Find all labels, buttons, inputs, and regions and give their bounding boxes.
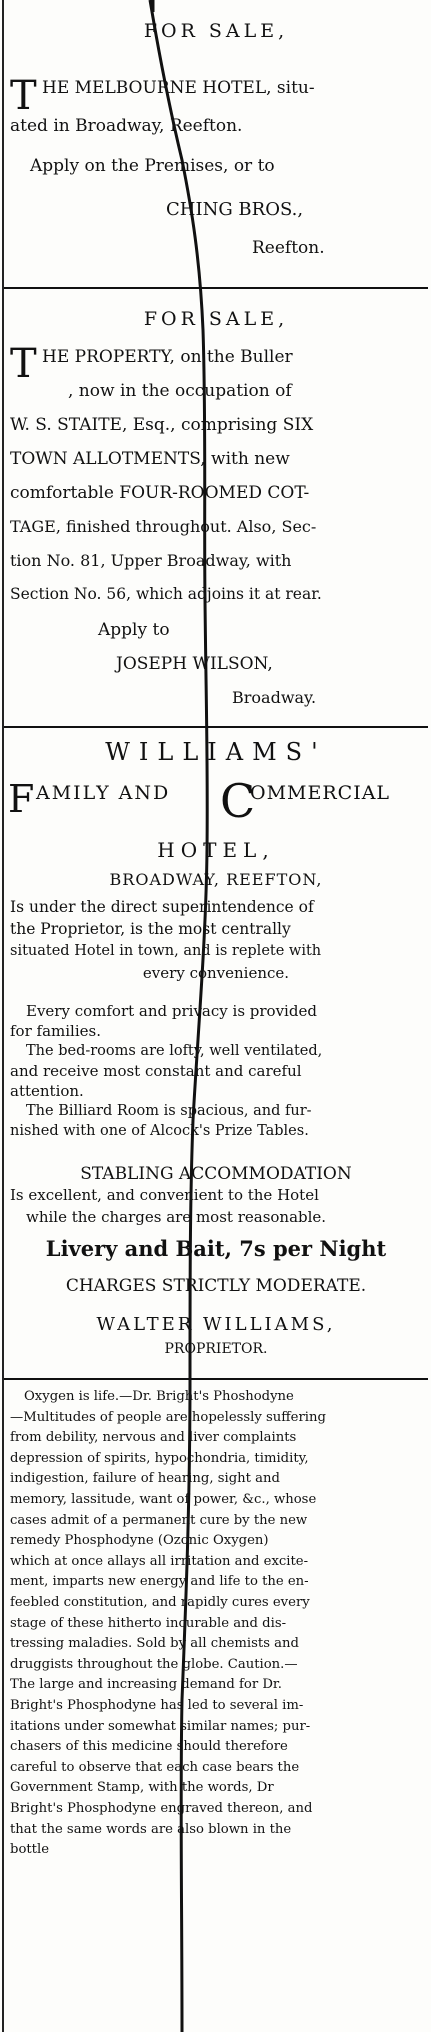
ad-melbourne-hotel — [8, 0, 424, 290]
ad2-line7: tion No. 81, Upper Broadway, with — [10, 551, 292, 570]
ad4-line: from debility, nervous and liver complaints — [10, 1430, 297, 1446]
ad3-title: WILLIAMS' — [105, 738, 327, 766]
ad1-place: Reefton. — [252, 238, 325, 258]
ad4-line: druggists throughout the globe. Caution.— — [10, 1656, 298, 1672]
ad3-hotel: HOTEL, — [157, 838, 275, 862]
ad4-line: careful to observe that each case bears the — [10, 1759, 300, 1775]
ad1-heading: FOR SALE, — [143, 20, 289, 42]
ad2-line4: TOWN ALLOTMENTS, with new — [10, 449, 290, 469]
column-rule — [2, 0, 4, 2032]
ad4-line: ment, imparts new energy and life to the en- — [10, 1574, 309, 1590]
ad4-line: —Multitudes of people are hopelessly suffering — [10, 1409, 326, 1425]
ad1-line3: Apply on the Premises, or to — [30, 156, 275, 176]
ad3-owner-title: PROPRIETOR. — [164, 1341, 268, 1357]
ad4-line: memory, lassitude, want of power, &c., whose — [10, 1492, 317, 1507]
ad3-drop-c: C — [220, 774, 256, 828]
ad4-line: bottle — [10, 1842, 50, 1858]
ad3-stabling-l1: Is excellent, and convenient to the Hotel — [10, 1186, 319, 1204]
ad4-line: indigestion, failure of hearing, sight and — [10, 1471, 280, 1487]
divider — [4, 287, 428, 289]
ad4-line: Government Stamp, with the words, Dr — [10, 1780, 274, 1796]
ad1-line1: HE MELBOURNE HOTEL, situ- — [42, 78, 315, 98]
ad2-line6: TAGE, finished throughout. Also, Sec- — [10, 517, 317, 536]
ad4-line: itations under somewhat similar names; pur- — [10, 1718, 311, 1734]
ad3-stabling-title: STABLING ACCOMMODATION — [80, 1164, 352, 1184]
ad3-p4-l2: nished with one of Alcock's Prize Tables. — [10, 1123, 309, 1139]
divider — [4, 726, 428, 728]
ad2-line2: , now in the occupation of — [68, 381, 292, 401]
divider — [4, 1378, 428, 1380]
ad3-address: BROADWAY, REEFTON, — [109, 870, 323, 889]
ad4-line: depression of spirits, hypochondria, timidity, — [10, 1450, 309, 1466]
ad4-line: that the same words are also blown in the — [10, 1821, 292, 1837]
ad3-p2-l1: Every comfort and privacy is provided — [26, 1002, 317, 1020]
ad4-line: The large and increasing demand for Dr. — [10, 1677, 282, 1693]
ad3-p3-l1: The bed-rooms are lofty, well ventilated, — [26, 1043, 323, 1059]
ad1-drop-letter: T — [10, 73, 37, 119]
ad2-line1: HE PROPERTY, on the Buller — [42, 347, 293, 367]
ad3-family-and: AMILY AND — [36, 782, 171, 804]
ad2-line5: comfortable FOUR-ROOMED COT- — [10, 483, 310, 503]
ad3-p1-l1: Is under the direct superintendence of — [10, 898, 314, 916]
ad3-p3-l2: and receive most constant and careful — [10, 1062, 302, 1080]
ad4-line: chasers of this medicine should therefore — [10, 1739, 288, 1755]
ad1-name: CHING BROS., — [166, 199, 304, 220]
ad4-line: remedy Phosphodyne (Ozonic Oxygen) — [10, 1533, 269, 1549]
ad3-p1-l2: the Proprietor, is the most centrally — [10, 920, 291, 938]
ad2-name: JOSEPH WILSON, — [116, 654, 273, 674]
ad4-line: Bright's Phosphodyne engraved thereon, and — [10, 1801, 313, 1816]
ad3-owner: WALTER WILLIAMS, — [96, 1314, 336, 1335]
ad3-stabling-l2: while the charges are most reasonable. — [26, 1208, 327, 1226]
ad3-charges: CHARGES STRICTLY MODERATE. — [65, 1276, 367, 1296]
ad1-line2: ated in Broadway, Reefton. — [10, 116, 243, 136]
ad4-line: tressing maladies. Sold by all chemists and — [10, 1636, 299, 1652]
ad3-p2-l2: for families. — [10, 1022, 101, 1040]
ad-phosphodyne — [8, 1384, 424, 2024]
ad4-line: Oxygen is life.—Dr. Bright's Phoshodyne — [24, 1389, 294, 1404]
ad4-line: cases admit of a permanent cure by the new — [10, 1512, 308, 1528]
ad3-p1-l4: every convenience. — [142, 964, 290, 982]
ad3-p3-l3: attention. — [10, 1082, 84, 1100]
ad2-heading: FOR SALE, — [143, 308, 289, 330]
ad4-line: Bright's Phosphodyne has led to several im- — [10, 1698, 304, 1713]
ad4-line: stage of these hitherto incurable and dis- — [10, 1615, 287, 1631]
ad3-drop-f: F — [8, 777, 35, 821]
ad2-apply: Apply to — [98, 620, 170, 640]
ad2-drop-letter: T — [10, 341, 37, 387]
ad2-line8: Section No. 56, which adjoins it at rear. — [10, 585, 322, 603]
ad-property-for-sale — [8, 292, 424, 767]
ad2-line3: W. S. STAITE, Esq., comprising SIX — [10, 415, 314, 435]
ad2-place: Broadway. — [232, 688, 317, 707]
ad3-p1-l3: situated Hotel in town, and is replete with — [10, 943, 322, 959]
ad3-livery: Livery and Bait, 7s per Night — [45, 1236, 387, 1261]
ad3-commercial: OMMERCIAL — [250, 782, 391, 804]
ad3-p4-l1: The Billiard Room is spacious, and fur- — [26, 1103, 312, 1119]
ad4-line: feebled constitution, and rapidly cures every — [10, 1595, 310, 1610]
ad4-line: which at once allays all irritation and excite- — [10, 1553, 309, 1569]
